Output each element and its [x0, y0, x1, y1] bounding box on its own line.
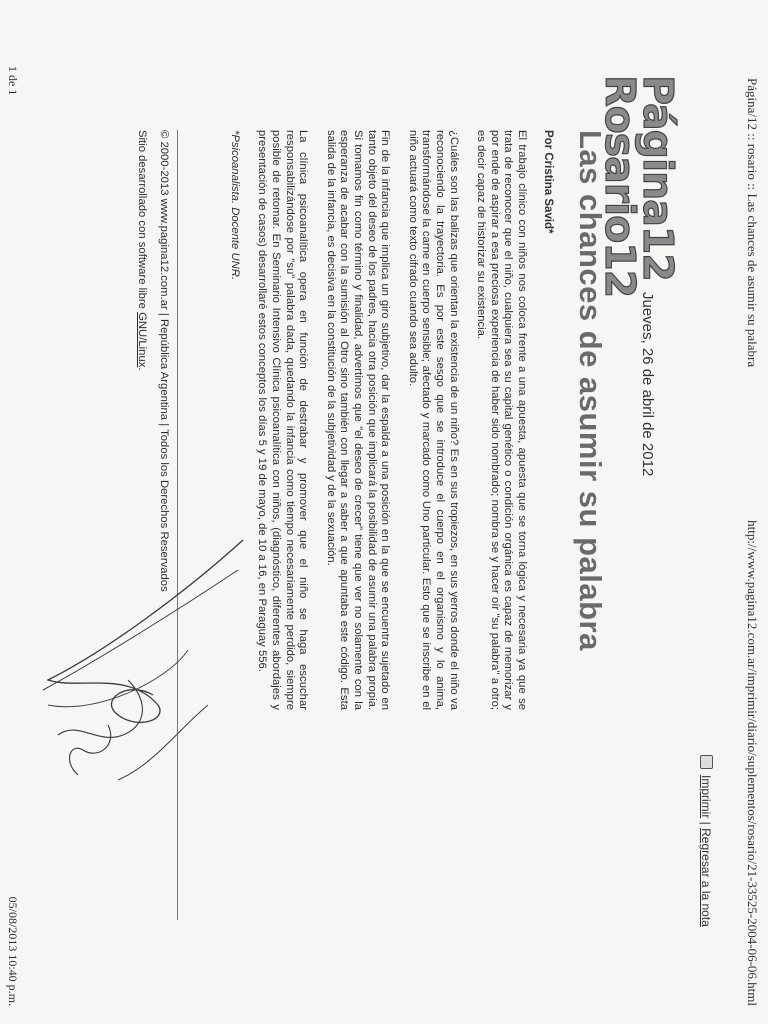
software-notice: [136, 130, 148, 371]
article-tools: [699, 755, 713, 927]
gnu-linux-link[interactable]: GNU/Linux: [136, 312, 148, 368]
printer-icon[interactable]: [700, 755, 713, 769]
article-byline: Por Cristina Savid*: [542, 130, 554, 234]
footer-divider: [177, 130, 178, 920]
article-body: [227, 130, 528, 710]
publication-date: Jueves, 26 de abril de 2012: [639, 292, 656, 477]
article-title: Las chances de asumir su palabra: [573, 130, 608, 651]
article-paragraph: Fin de la infancia que implica un giro subjetivo, dar la espalda a una posición en la que se encuentra sujetado en tanto objeto del deseo de los padres, hacia otra posición que implicará la posibilidad de asumir una palabra propia. Si tomamos fin como término y finalidad, advertimos que "el deseo de crecer" tiene que ver no solamente con la esperanza de acabar con la sumisión al Otro sino también con llegar a saber a que apuntaba este código. Esta salida de la infancia, es decisiva en la constitución de la subjetividad y de la sexuación.: [324, 130, 392, 710]
print-header-url: http://www.pagina12.com.ar/imprimir/diario/suplementos/rosario/21-33525-2004-06-06.html: [745, 520, 760, 1006]
handwritten-signature: [38, 530, 248, 790]
article-paragraph: La clínica psicoanalítica opera en función de destrabar y promover que el niño se haga escuchar responsabilizándose por "su" palabra dada, quedando la infancia como tiempo necesariamente perdido, siempre posible de retomar. En Seminario Intensivo Clínica psicoanalítica con niños, (diagnóstico, diferentes abordajes y presentación de casos) desarrollaré estos conceptos los días 5 y 19 de mayo, de 10 a 16, en Paraguay 556.: [256, 130, 310, 710]
print-timestamp: 05/08/2013 10:40 p.m.: [6, 896, 20, 1006]
back-to-article-link[interactable]: Regresar a la nota: [699, 828, 713, 927]
author-note: *Psicoanalista. Docente UNR.: [228, 130, 241, 281]
software-suffix: .: [136, 367, 148, 371]
article-paragraph: ¿Cuáles son las balizas que orientan la existencia de un niño? Es en sus tropiezos, en sus yerros donde el niño va reconociendo la trayectoria. Es por este sesgo que se introduce el cuerpo en el organismo y lo anima, transformándose la carne en cuerpo sensible; afectado y marcado como Uno particular. Esto que se inscribe en el niño actuará como texto cifrado cuando sea adulto.: [406, 130, 460, 710]
article-paragraph: El trabajo clínico con niños nos coloca frente a una apuesta, apuesta que se torna lógica y necesaria ya que se trata de reconocer que el niño, cualquiera sea su capital genético o condición orgánica es capaz de memorizar y por ende de aspirar a esa preciosa experiencia de haber sido nombrado; nombra se y hacer oír "su palabra" a otro; es decir capaz de historizar su existencia.: [475, 130, 528, 710]
copyright-notice: © 2000-2013 www.pagina12.com.ar | República Argentina | Todos los Derechos Reservados: [158, 130, 170, 592]
pagina12-logo: Página12: [634, 75, 682, 281]
print-header-title: Página/12 :: rosario :: Las chances de asumir su palabra: [745, 78, 760, 368]
rosario12-logo: Rosario12: [596, 75, 644, 298]
tools-separator: |: [699, 821, 713, 825]
print-link[interactable]: Imprimir: [699, 775, 713, 819]
page-number: 1 de 1: [6, 66, 20, 96]
software-prefix: Sitio desarrollado con software libre: [136, 130, 148, 309]
